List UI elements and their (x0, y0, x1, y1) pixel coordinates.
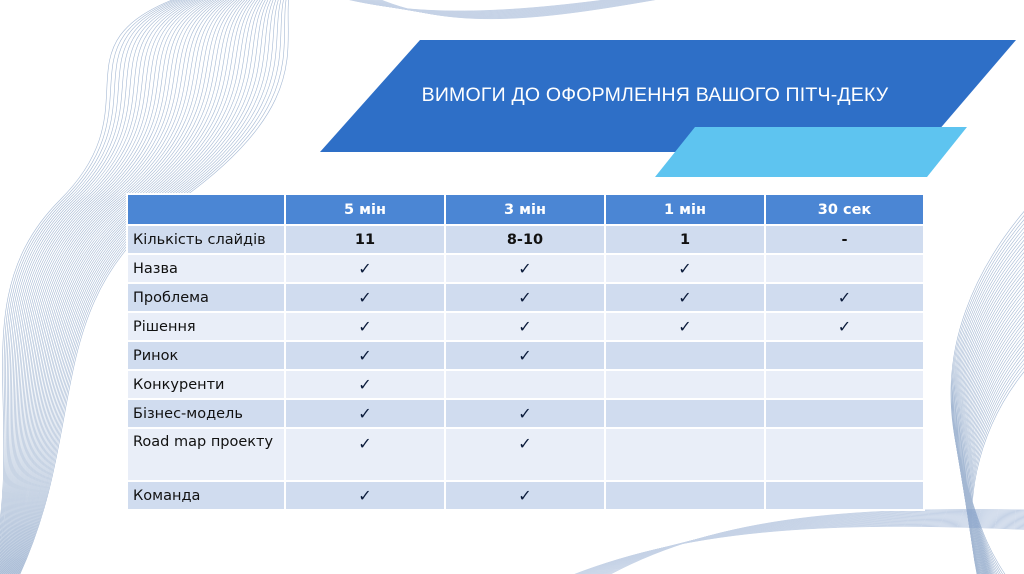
row-label: Кількість слайдів (127, 225, 285, 254)
row-label: Команда (127, 481, 285, 510)
check-icon: ✓ (765, 283, 924, 312)
table-row (127, 225, 924, 254)
header-cell-5-min: 5 мін (285, 194, 445, 225)
row-label: Road map проекту (127, 428, 285, 481)
check-icon: ✓ (605, 254, 765, 283)
row-label: Бізнес-модель (127, 399, 285, 428)
row-label: Проблема (127, 283, 285, 312)
cell-empty (605, 481, 765, 510)
header-cell-30-sec: 30 сек (765, 194, 924, 225)
table-header-row (127, 194, 924, 225)
table-row (127, 254, 924, 283)
check-icon: ✓ (445, 341, 605, 370)
row-label: Ринок (127, 341, 285, 370)
cell-empty (765, 481, 924, 510)
check-icon: ✓ (285, 370, 445, 399)
check-icon: ✓ (285, 283, 445, 312)
cell-value: - (765, 225, 924, 254)
header-cell-1-min: 1 мін (605, 194, 765, 225)
row-label: Конкуренти (127, 370, 285, 399)
cell-value: 11 (285, 225, 445, 254)
table-row (127, 283, 924, 312)
cell-empty (605, 370, 765, 399)
cell-empty (605, 341, 765, 370)
check-icon: ✓ (445, 283, 605, 312)
requirements-table (126, 193, 925, 511)
table-row (127, 341, 924, 370)
cell-empty (765, 254, 924, 283)
row-label: Назва (127, 254, 285, 283)
check-icon: ✓ (445, 254, 605, 283)
header-cell-3-min: 3 мін (445, 194, 605, 225)
table-row (127, 370, 924, 399)
check-icon: ✓ (605, 312, 765, 341)
table-row (127, 399, 924, 428)
check-icon: ✓ (285, 399, 445, 428)
table-row (127, 428, 924, 481)
row-label: Рішення (127, 312, 285, 341)
check-icon: ✓ (445, 481, 605, 510)
header-cell-empty (127, 194, 285, 225)
cell-empty (605, 399, 765, 428)
check-icon: ✓ (765, 312, 924, 341)
cell-empty (765, 370, 924, 399)
check-icon: ✓ (285, 312, 445, 341)
table-row (127, 312, 924, 341)
cell-empty (445, 370, 605, 399)
title-banner-accent (655, 127, 967, 177)
check-icon: ✓ (605, 283, 765, 312)
check-icon: ✓ (445, 399, 605, 428)
cell-empty (765, 428, 924, 481)
check-icon: ✓ (445, 312, 605, 341)
check-icon: ✓ (285, 481, 445, 510)
cell-value: 8-10 (445, 225, 605, 254)
slide-title: ВИМОГИ ДО ОФОРМЛЕННЯ ВАШОГО ПІТЧ-ДЕКУ (421, 84, 889, 106)
cell-empty (605, 428, 765, 481)
table-row (127, 481, 924, 510)
check-icon: ✓ (445, 428, 605, 481)
cell-empty (765, 341, 924, 370)
check-icon: ✓ (285, 254, 445, 283)
check-icon: ✓ (285, 428, 445, 481)
cell-value: 1 (605, 225, 765, 254)
check-icon: ✓ (285, 341, 445, 370)
cell-empty (765, 399, 924, 428)
